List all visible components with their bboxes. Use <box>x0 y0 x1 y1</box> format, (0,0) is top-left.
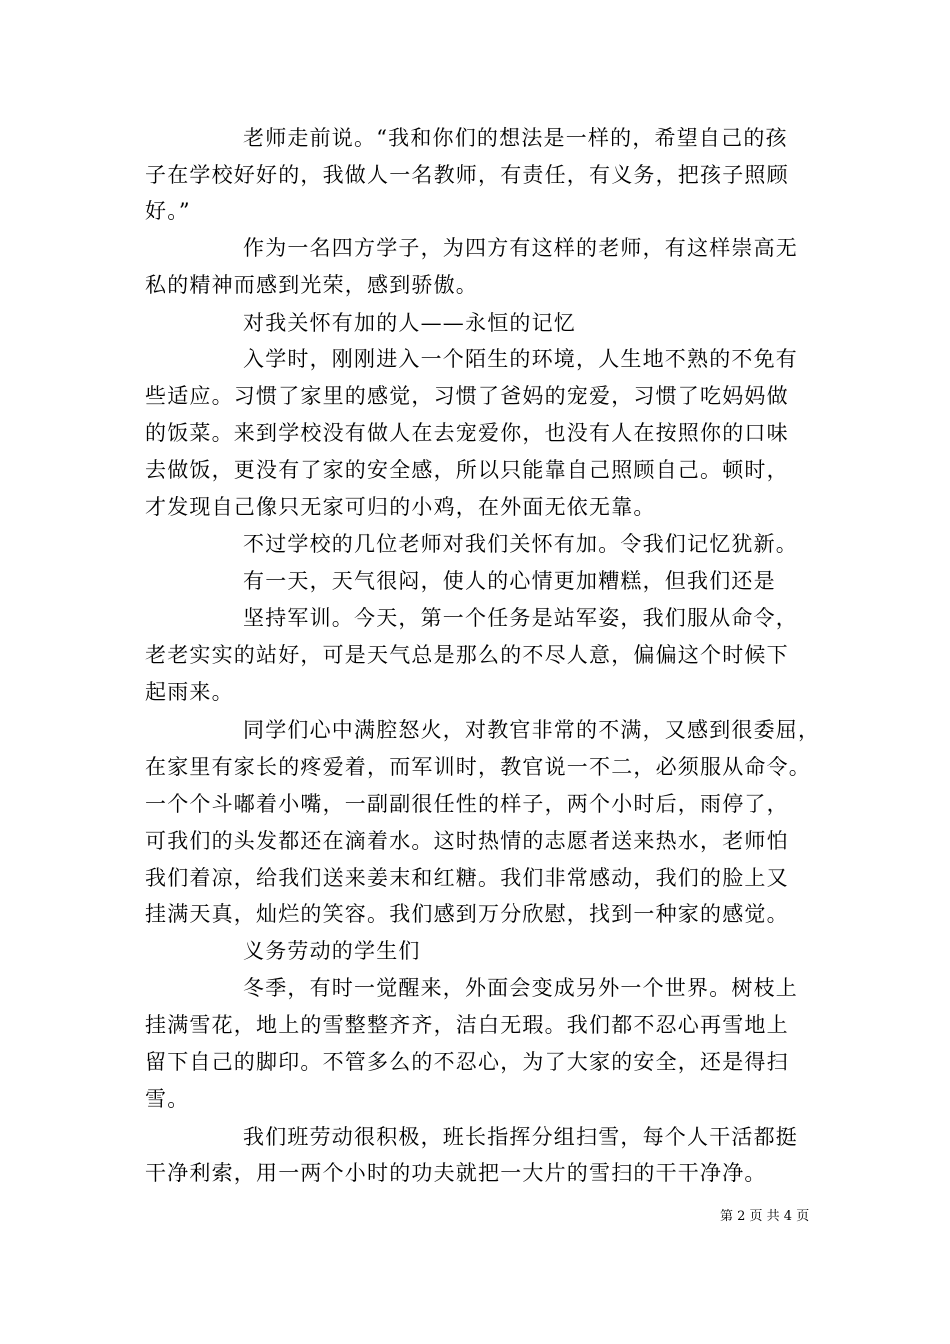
text-line: 同学们心中满腔怒火，对教官非常的不满，又感到很委屈， <box>243 718 821 742</box>
text-line: 留下自己的脚印。不管多么的不忍心，为了大家的安全，还是得扫 <box>145 1050 789 1074</box>
text-line: 起雨来。 <box>145 680 234 704</box>
section-heading: 对我关怀有加的人——永恒的记忆 <box>243 311 576 335</box>
text-line: 私的精神而感到光荣，感到骄傲。 <box>145 273 478 297</box>
text-line: 好。” <box>145 199 191 223</box>
text-line: 在家里有家长的疼爱着，而军训时，教官说一不二，必须服从命令。 <box>145 755 811 779</box>
text-line: 挂满天真，灿烂的笑容。我们感到万分欣慰，找到一种家的感觉。 <box>145 902 789 926</box>
text-line: 子在学校好好的，我做人一名教师，有责任，有义务，把孩子照顾 <box>145 163 789 187</box>
text-line: 不过学校的几位老师对我们关怀有加。令我们记忆犹新。 <box>243 532 798 556</box>
text-line: 作为一名四方学子，为四方有这样的老师，有这样崇高无 <box>243 236 798 260</box>
text-line: 我们着凉，给我们送来姜末和红糖。我们非常感动，我们的脸上又 <box>145 866 789 890</box>
text-line: 冬季，有时一觉醒来，外面会变成另外一个世界。树枝上 <box>243 976 798 1000</box>
text-line: 老老实实的站好，可是天气总是那么的不尽人意，偏偏这个时候下 <box>145 643 789 667</box>
section-heading: 义务劳动的学生们 <box>243 939 421 963</box>
text-line: 可我们的头发都还在滴着水。这时热情的志愿者送来热水，老师怕 <box>145 829 789 853</box>
text-line: 坚持军训。今天，第一个任务是站军姿，我们服从命令， <box>243 606 798 630</box>
text-line: 挂满雪花，地上的雪整整齐齐，洁白无瑕。我们都不忍心再雪地上 <box>145 1013 789 1037</box>
text-line: 有一天，天气很闷，使人的心情更加糟糕，但我们还是 <box>243 569 776 593</box>
text-line: 入学时，刚刚进入一个陌生的环境，人生地不熟的不免有 <box>243 347 798 371</box>
text-line: 些适应。习惯了家里的感觉，习惯了爸妈的宠爱，习惯了吃妈妈做 <box>145 384 789 408</box>
page-number: 第 2 页 共 4 页 <box>720 1209 810 1224</box>
text-line: 老师走前说。“我和你们的想法是一样的，希望自己的孩 <box>243 126 788 150</box>
text-line: 我们班劳动很积极，班长指挥分组扫雪，每个人干活都挺 <box>243 1125 798 1149</box>
text-line: 雪。 <box>145 1087 190 1111</box>
text-line: 去做饭，更没有了家的安全感，所以只能靠自己照顾自己。顿时， <box>145 458 789 482</box>
text-line: 一个个斗嘟着小嘴，一副副很任性的样子，两个小时后，雨停了， <box>145 792 789 816</box>
text-line: 干净利索，用一两个小时的功夫就把一大片的雪扫的干干净净。 <box>145 1161 767 1185</box>
text-line: 才发现自己像只无家可归的小鸡，在外面无依无靠。 <box>145 495 656 519</box>
text-line: 的饭菜。来到学校没有做人在去宠爱你，也没有人在按照你的口味 <box>145 421 789 445</box>
